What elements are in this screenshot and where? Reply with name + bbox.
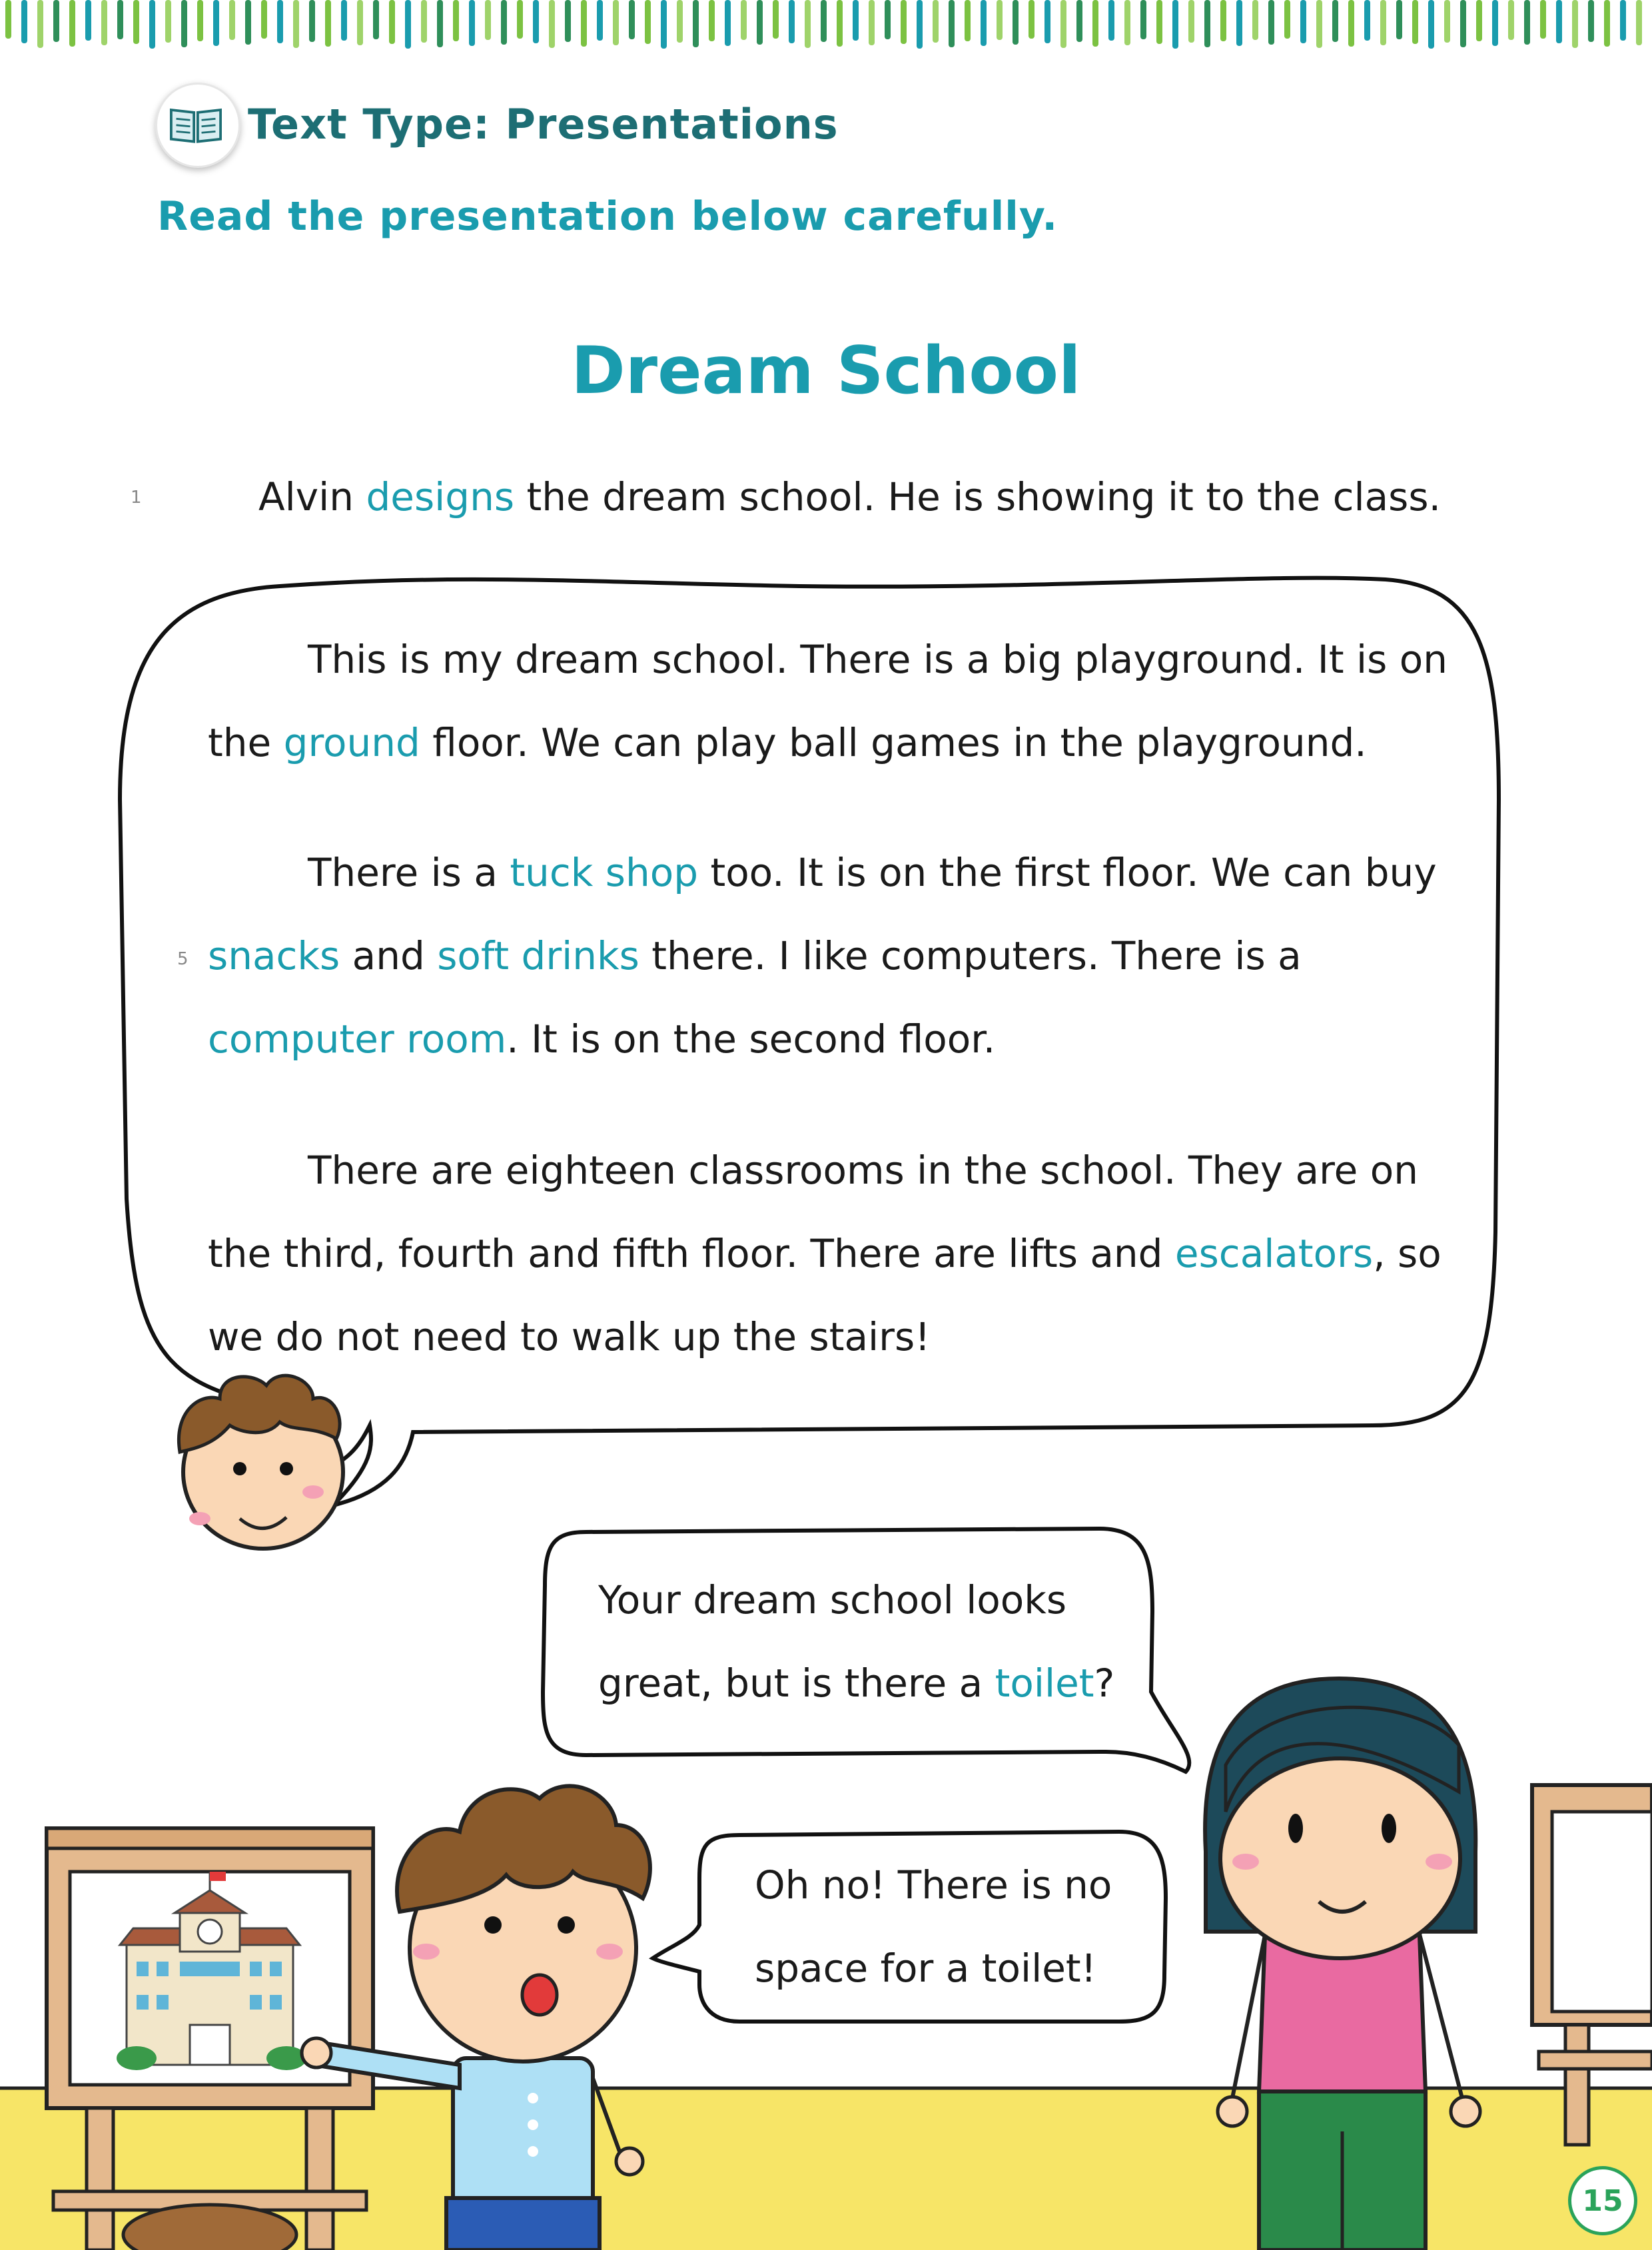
girl-line-2-end: ? bbox=[1094, 1661, 1115, 1706]
paragraph-3 bbox=[208, 1129, 1460, 1379]
keyword-snacks: snacks bbox=[208, 933, 340, 978]
text-type-heading: Text Type: Presentations bbox=[248, 100, 839, 149]
boy-dialogue bbox=[755, 1844, 1112, 2010]
alvin-head-small bbox=[179, 1375, 343, 1549]
keyword-toilet: toilet bbox=[995, 1661, 1094, 1706]
keyword-ground: ground bbox=[283, 720, 420, 765]
para3-text-2: , so we do not need to walk up the stairs! bbox=[208, 1231, 1442, 1359]
keyword-tuck-shop: tuck shop bbox=[510, 850, 699, 895]
girl-line-2 bbox=[598, 1642, 1114, 1725]
para2-text-1: There is a bbox=[308, 850, 510, 895]
open-book-icon bbox=[155, 83, 240, 168]
keyword-computer-room: computer room bbox=[208, 1016, 507, 1062]
intro-text-2: the dream school. He is showing it to the class. bbox=[514, 474, 1442, 520]
page-number: 15 bbox=[1568, 2166, 1637, 2235]
girl-dialogue bbox=[598, 1559, 1114, 1725]
para2-text-2: too. It is on the first floor. We can buy bbox=[698, 850, 1437, 895]
para1-text-2: floor. We can play ball games in the playground. bbox=[420, 720, 1367, 765]
para1-text-1: This is my dream school. There is a big playground. It is on the bbox=[208, 637, 1448, 765]
intro-sentence bbox=[258, 474, 1441, 520]
story-title: Dream School bbox=[571, 333, 1081, 409]
para3-text-1: There are eighteen classrooms in the school. They are on the third, fourth and fifth floor. There are lifts and bbox=[208, 1148, 1419, 1276]
line-number-5: 5 bbox=[177, 949, 189, 969]
para2-text-3: and bbox=[340, 933, 438, 978]
girl-line-1: Your dream school looks bbox=[598, 1577, 1067, 1623]
para2-text-5: . It is on the second floor. bbox=[506, 1016, 996, 1062]
line-number-1: 1 bbox=[131, 488, 142, 508]
boy-line-2: space for a toilet! bbox=[755, 1946, 1096, 1991]
keyword-soft-drinks: soft drinks bbox=[437, 933, 639, 978]
intro-text-1: Alvin bbox=[258, 474, 366, 520]
instruction-text: Read the presentation below carefully. bbox=[157, 193, 1058, 240]
girl-line-2-text: great, but is there a bbox=[598, 1661, 995, 1706]
boy-line-1: Oh no! There is no bbox=[755, 1862, 1112, 1908]
paragraph-2 bbox=[208, 831, 1460, 1081]
keyword-escalators: escalators bbox=[1174, 1231, 1374, 1276]
para2-text-4: there. I like computers. There is a bbox=[639, 933, 1302, 978]
paragraph-1 bbox=[208, 618, 1460, 785]
keyword-designs: designs bbox=[366, 474, 515, 520]
